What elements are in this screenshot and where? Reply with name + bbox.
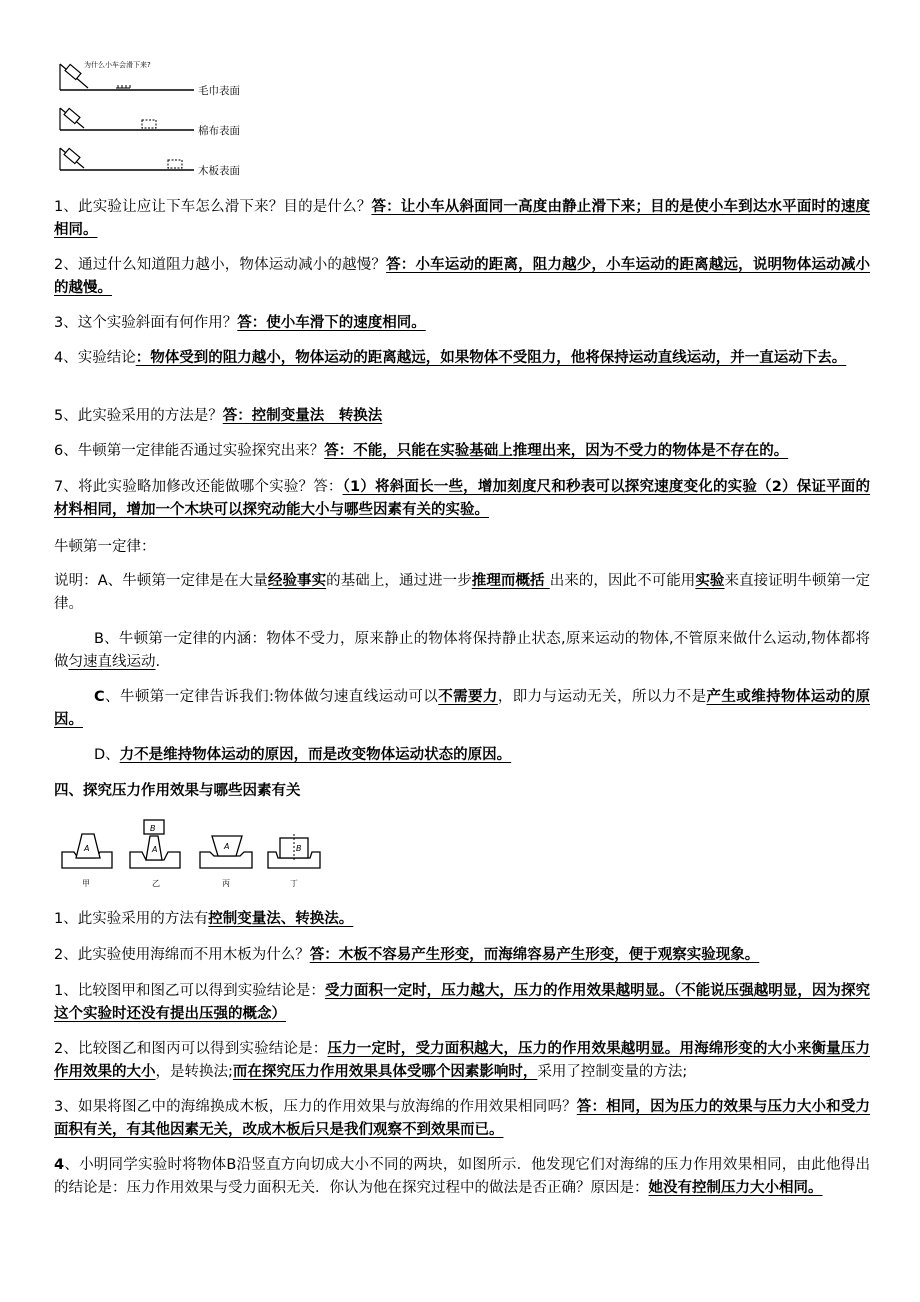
panel-label: 乙 [152, 879, 160, 888]
newton-note-b: B、牛顿第一定律的内涵：物体不受力，原来静止的物体将保持静止状态,原来运动的物体,不管原来做什么运动,物体都将做匀速直线运动. [54, 631, 870, 670]
surface-label: 毛巾表面 [198, 85, 240, 97]
panel-ding [268, 834, 320, 888]
ramp-wood [60, 148, 240, 177]
section-4-title: 四、探究压力作用效果与哪些因素有关 [54, 783, 301, 799]
question-2: 2、通过什么知道阻力越小，物体运动减小的越慢？答：小车运动的距离，阻力越少，小车运动的距离越远，说明物体运动减小的越慢。 [54, 257, 870, 296]
block-label: B [150, 824, 156, 833]
section-4-q4: 2、比较图乙和图丙可以得到实验结论是：压力一定时，受力面积越大，压力的作用效果越明显。用海绵形变的大小来衡量压力作用效果的大小，是转换法;而在探究压力作用效果具体受哪个因素影响时，采用了控制变量的方法; [54, 1041, 871, 1080]
block-label: A [224, 842, 230, 851]
incline-experiment-figure [54, 58, 274, 182]
block-label: B [296, 844, 302, 853]
question-5: 5、此实验采用的方法是？答：控制变量法 转换法 [54, 408, 383, 424]
question-1: 1、此实验让应让下车怎么滑下来？目的是什么？答：让小车从斜面同一高度由静止滑下来；目的是使小车到达水平面时的速度相同。 [54, 199, 870, 238]
question-caption: 为什么小车会滑下来? [84, 61, 151, 69]
panel-label: 甲 [82, 879, 90, 888]
newton-note-c: C、牛顿第一定律告诉我们:物体做匀速直线运动可以不需要力，即力与运动无关，所以力不是产生或维持物体运动的原因。 [54, 689, 871, 728]
panel-label: 丙 [222, 879, 230, 888]
question-4: 4、实验结论：物体受到的阻力越小，物体运动的距离越远，如果物体不受阻力，他将保持运动直线运动，并一直运动下去。 [54, 350, 847, 366]
panel-bing [200, 836, 252, 888]
ramp-cotton [60, 108, 240, 137]
block-label: A [84, 844, 90, 853]
newton-note-d: D、力不是维持物体运动的原因，而是改变物体运动状态的原因。 [94, 747, 512, 763]
section-4-q3: 1、比较图甲和图乙可以得到实验结论是：受力面积一定时，压力越大，压力的作用效果越明显。（不能说压强越明显，因为探究这个实验时还没有提出压强的概念） [54, 983, 871, 1022]
panel-label: 丁 [290, 879, 298, 888]
newton-law-title: 牛顿第一定律： [54, 539, 156, 555]
panel-yi [130, 820, 180, 888]
section-4-q2: 2、此实验使用海绵而不用木板为什么？答：木板不容易产生形变，而海绵容易产生形变，便于观察实验现象。 [54, 947, 760, 963]
surface-label: 棉布表面 [198, 125, 240, 137]
section-4-q1: 1、此实验采用的方法有控制变量法、转换法。 [54, 911, 354, 927]
ramp-towel [60, 60, 240, 97]
panel-jia [62, 834, 112, 888]
pressure-experiment-figure [56, 818, 336, 894]
section-4-q5: 3、如果将图乙中的海绵换成木板，压力的作用效果与放海绵的作用效果相同吗？答：相同，因为压力的效果与压力大小和受力面积有关，有其他因素无关，改成木板后只是我们观察不到效果而已。 [54, 1099, 870, 1138]
block-label: A [152, 845, 158, 854]
question-6: 6、牛顿第一定律能否通过实验探究出来？答：不能，只能在实验基础上推理出来，因为不受力的物体是不存在的。 [54, 443, 789, 459]
question-3: 3、这个实验斜面有何作用？答：使小车滑下的速度相同。 [54, 315, 426, 331]
question-7: 7、将此实验略加修改还能做哪个实验？答：（1）将斜面长一些，增加刻度尺和秒表可以探究速度变化的实验（2）保证平面的材料相同，增加一个木块可以探究动能大小与哪些因素有关的实验。 [54, 479, 870, 518]
newton-note-a: 说明：A、牛顿第一定律是在大量经验事实的基础上，通过进一步推理而概括 出来的，因此不可能用实验来直接证明牛顿第一定律。 [54, 573, 871, 612]
section-4-q6: 4、小明同学实验时将物体B沿竖直方向切成大小不同的两块，如图所示．他发现它们对海绵的压力作用效果相同，由此他得出的结论是：压力作用效果与受力面积无关．你认为他在探究过程中的做法是否正确？原因是：她没有控制压力大小相同。 [54, 1157, 870, 1196]
surface-label: 木板表面 [198, 165, 240, 177]
